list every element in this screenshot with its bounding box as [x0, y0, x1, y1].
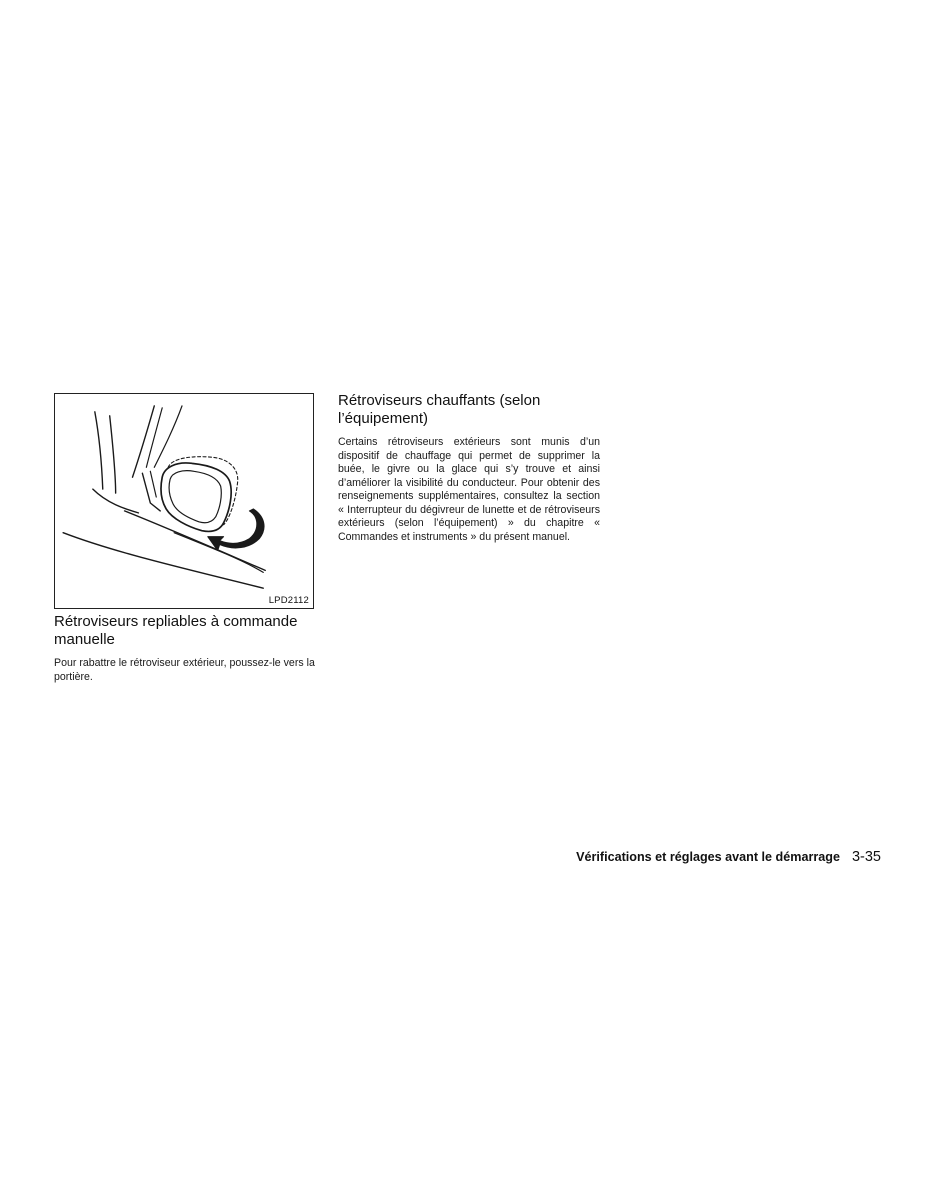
footer-section-title: Vérifications et réglages avant le démarrage — [576, 850, 840, 864]
page-footer — [576, 849, 881, 865]
side-mirror-illustration — [55, 394, 313, 608]
section-body-folding-mirrors: Pour rabattre le rétroviseur extérieur, poussez-le vers la portière. — [54, 657, 315, 683]
section-heading-folding-mirrors: Rétroviseurs repliables à commande manuelle — [54, 613, 298, 648]
figure-code: LPD2112 — [268, 595, 309, 606]
mirror-figure — [54, 393, 314, 609]
section-heading-heated-mirrors: Rétroviseurs chauffants (selon l’équipement) — [338, 392, 541, 427]
section-body-heated-mirrors: Certains rétroviseurs extérieurs sont munis d’un dispositif de chauffage qui permet de supprimer la buée, le givre ou la glace qui s’y trouve et ainsi d’améliorer la visibilité du conducteur. Pour obtenir des renseignements supplémentaires, consultez la section « Interrupteur du dégivreur de lunette et de rétroviseurs extérieurs (selon l’équipement) » du chapitre « Commandes et instruments » du présent manuel. — [338, 436, 600, 543]
page-number: 3-35 — [851, 849, 881, 865]
